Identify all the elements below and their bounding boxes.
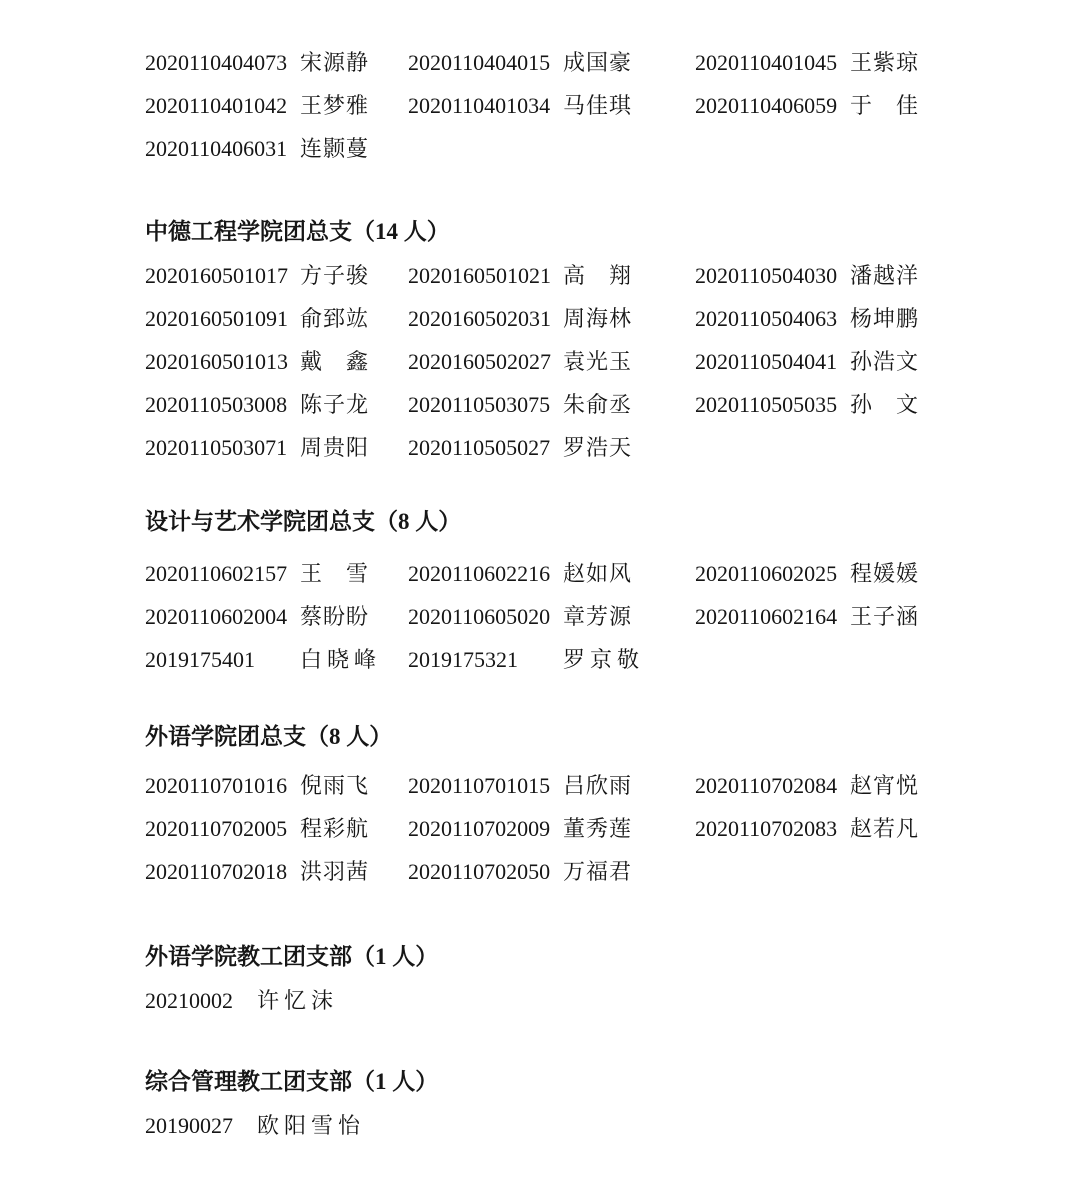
member-entry [408,643,695,674]
member-id: 2020110404015 [408,50,551,75]
member-row [145,253,1039,296]
member-id: 2020110602164 [695,604,838,629]
member-entry [695,345,1039,376]
member-id: 2020110602025 [695,561,838,586]
member-entry [695,388,1039,419]
member-entry [145,259,408,290]
member-id: 2020110505035 [695,392,838,417]
member-name: 白晓峰 [300,647,382,672]
member-id: 2020110504041 [695,349,838,374]
section-title: 中德工程学院团总支（14 人） [145,219,450,244]
member-id: 2020110702083 [695,816,838,841]
member-name: 欧阳雪怡 [257,1113,366,1138]
member-id: 2020110503071 [145,435,288,460]
member-row [145,978,1039,1021]
member-entry [695,259,1039,290]
member-row [145,339,1039,382]
member-entry [145,388,408,419]
member-id: 2019175321 [408,647,518,672]
member-name: 于 佳 [850,93,920,118]
member-name: 高 翔 [563,263,633,288]
member-id: 2020110504030 [695,263,838,288]
member-rows [145,40,1039,169]
member-name: 赵宵悦 [850,773,920,798]
member-id: 2020110602157 [145,561,288,586]
member-id: 20190027 [145,1113,233,1138]
member-id: 2020160501091 [145,306,288,331]
member-name: 吕欣雨 [563,773,633,798]
member-entry [145,302,408,333]
roster-section [145,40,1039,169]
member-id: 2020110503008 [145,392,288,417]
roster-sections [145,40,1039,1146]
member-name: 马佳琪 [563,93,633,118]
member-id: 2020110401045 [695,50,838,75]
roster-section [145,500,1039,680]
member-name: 章芳源 [563,604,633,629]
member-entry [145,812,408,843]
member-id: 20210002 [145,988,233,1013]
member-entry [695,89,1039,120]
member-row [145,126,1039,169]
member-name: 方子骏 [300,263,370,288]
member-entry [408,89,695,120]
section-title: 设计与艺术学院团总支（8 人） [145,509,462,534]
member-row [145,763,1039,806]
member-id: 2020110605020 [408,604,551,629]
member-name: 程媛媛 [850,561,920,586]
roster-section [145,935,1039,1021]
member-id: 2019175401 [145,647,255,672]
member-name: 成国豪 [563,50,633,75]
member-entry [695,769,1039,800]
member-entry [695,557,1039,588]
member-rows [145,1103,1039,1146]
member-entry [408,388,695,419]
roster-section [145,715,1039,892]
section-title: 外语学院团总支（8 人） [145,724,393,749]
member-rows [145,978,1039,1021]
member-row [145,551,1039,594]
roster-section [145,1060,1039,1146]
member-row [145,83,1039,126]
member-id: 2020110404073 [145,50,288,75]
member-entry [408,855,695,886]
member-entry [145,643,408,674]
member-id: 2020110702050 [408,859,551,884]
member-entry [408,345,695,376]
member-entry [145,769,408,800]
member-name: 俞郅竑 [300,306,370,331]
member-id: 2020110701016 [145,773,288,798]
member-entry [408,769,695,800]
member-id: 2020160501021 [408,263,551,288]
member-name: 洪羽茜 [300,859,370,884]
member-name: 赵如风 [563,561,633,586]
member-name: 罗浩天 [563,435,633,460]
member-rows [145,763,1039,892]
member-name: 王梦雅 [300,93,370,118]
section-title: 外语学院教工团支部（1 人） [145,944,439,969]
member-row [145,594,1039,637]
member-name: 孙浩文 [850,349,920,374]
member-entry [145,132,408,163]
member-name: 周海林 [563,306,633,331]
member-row [145,425,1039,468]
member-name: 王子涵 [850,604,920,629]
member-entry [408,557,695,588]
member-name: 周贵阳 [300,435,370,460]
member-entry [408,600,695,631]
member-name: 王 雪 [300,561,370,586]
member-name: 王紫琼 [850,50,920,75]
member-id: 2020110702084 [695,773,838,798]
member-id: 2020110406059 [695,93,838,118]
member-id: 2020110702018 [145,859,288,884]
member-entry [695,46,1039,77]
member-name: 赵若凡 [850,816,920,841]
member-entry [408,46,695,77]
member-name: 袁光玉 [563,349,633,374]
member-entry [695,302,1039,333]
member-rows [145,551,1039,680]
member-entry [145,345,408,376]
member-name: 倪雨飞 [300,773,370,798]
member-entry [695,812,1039,843]
member-row [145,637,1039,680]
member-entry [408,431,695,462]
member-id: 2020110505027 [408,435,551,460]
member-id: 2020110401034 [408,93,551,118]
member-rows [145,253,1039,468]
member-row [145,382,1039,425]
member-id: 2020160501017 [145,263,288,288]
member-entry [145,1109,408,1140]
member-entry [145,855,408,886]
member-name: 连颢蔓 [300,136,370,161]
roster-section [145,210,1039,468]
member-id: 2020160502027 [408,349,551,374]
member-name: 杨坤鹏 [850,306,920,331]
member-entry [145,557,408,588]
member-id: 2020110602216 [408,561,551,586]
member-entry [145,984,408,1015]
member-name: 程彩航 [300,816,370,841]
member-name: 朱俞丞 [563,392,633,417]
member-id: 2020110702005 [145,816,288,841]
section-title: 综合管理教工团支部（1 人） [145,1069,439,1094]
member-name: 蔡盼盼 [300,604,370,629]
member-id: 2020110401042 [145,93,288,118]
member-name: 宋源静 [300,50,370,75]
member-entry [145,46,408,77]
member-entry [145,431,408,462]
member-row [145,849,1039,892]
member-entry [408,259,695,290]
member-name: 潘越洋 [850,263,920,288]
member-row [145,40,1039,83]
member-id: 2020160501013 [145,349,288,374]
member-entry [408,812,695,843]
member-name: 戴 鑫 [300,349,370,374]
member-entry [695,600,1039,631]
member-id: 2020110504063 [695,306,838,331]
member-entry [145,600,408,631]
member-id: 2020160502031 [408,306,551,331]
member-id: 2020110701015 [408,773,551,798]
member-name: 陈子龙 [300,392,370,417]
member-name: 罗京敬 [563,647,645,672]
member-name: 董秀莲 [563,816,633,841]
member-row [145,1103,1039,1146]
member-id: 2020110702009 [408,816,551,841]
member-name: 孙 文 [850,392,920,417]
member-row [145,296,1039,339]
member-entry [408,302,695,333]
member-id: 2020110406031 [145,136,288,161]
member-name: 许忆沫 [257,988,339,1013]
member-id: 2020110602004 [145,604,288,629]
member-entry [145,89,408,120]
member-id: 2020110503075 [408,392,551,417]
member-name: 万福君 [563,859,633,884]
member-row [145,806,1039,849]
